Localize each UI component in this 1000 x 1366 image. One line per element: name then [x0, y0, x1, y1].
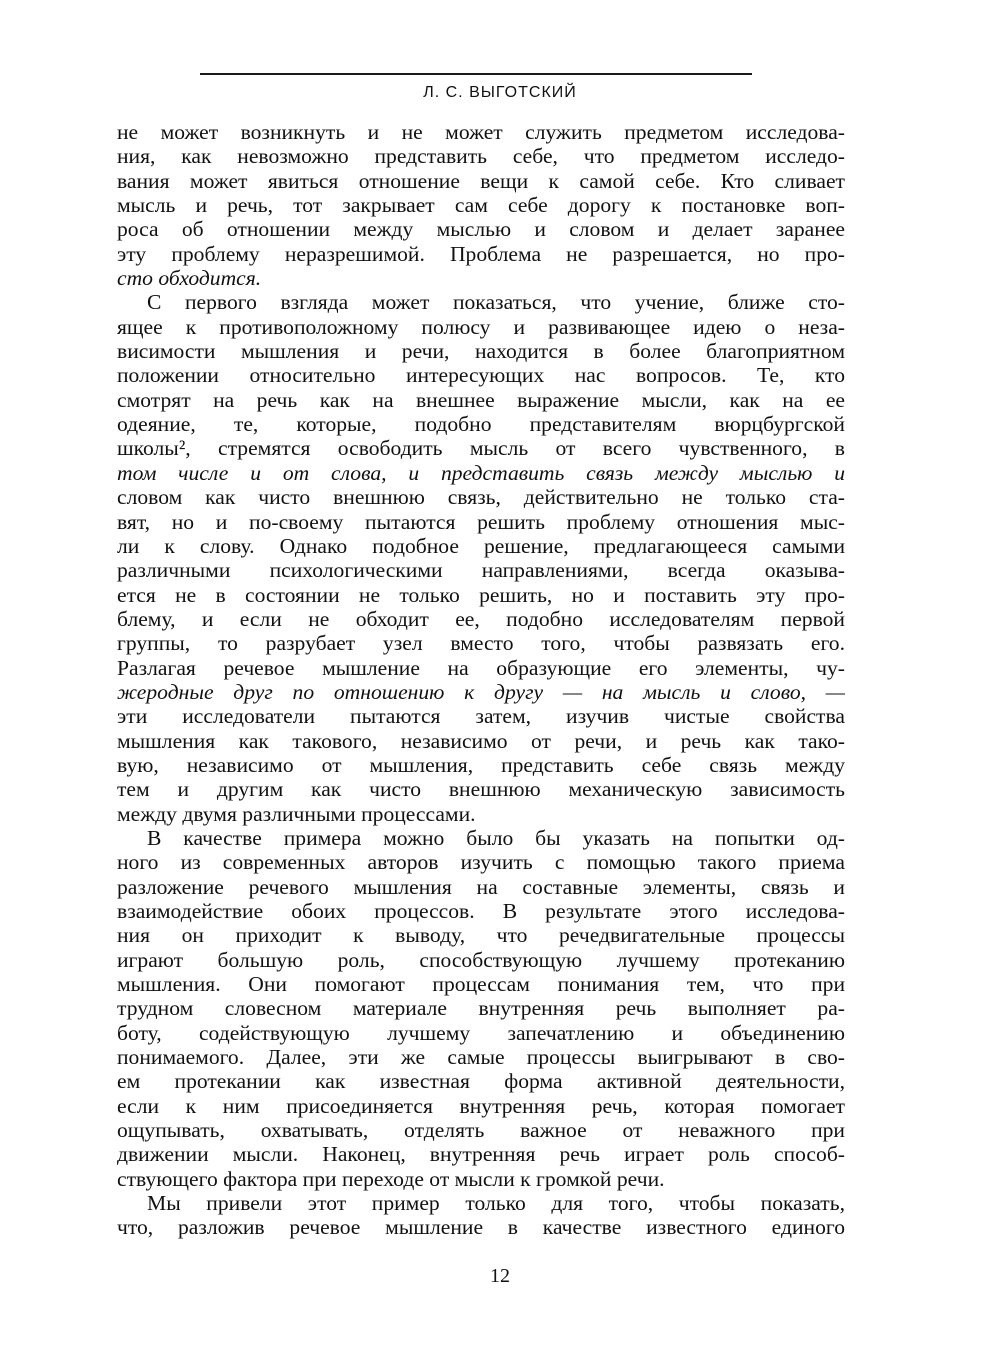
text-line: том числе и от слова, и представить связь между мыслью и	[117, 460, 845, 485]
text-line: ется не в состоянии не только решить, но и поставить эту про-	[117, 582, 845, 607]
paragraph-3	[117, 826, 845, 1191]
text-line: трудном словесном материале внутренняя речь выполняет ра-	[117, 996, 845, 1021]
text-line: ощупывать, охватывать, отделять важное от неважного при	[117, 1118, 845, 1143]
text-line: группы, то разрубает узел вместо того, чтобы развязать его.	[117, 631, 845, 656]
text-line: одеяние, те, которые, подобно представителям вюрцбургской	[117, 412, 845, 437]
paragraph-4	[117, 1191, 845, 1240]
running-head: Л. С. ВЫГОТСКИЙ	[423, 84, 577, 101]
text-line: ного из современных авторов изучить с помощью такого приема	[117, 850, 845, 875]
text-line: движении мысли. Наконец, внутренняя речь играет роль способ-	[117, 1142, 845, 1167]
text-line: разложение речевого мышления на составные элементы, связь и	[117, 874, 845, 899]
paragraph-1	[117, 120, 845, 290]
text-line: взаимодействие обоих процессов. В результате этого исследова-	[117, 899, 845, 923]
text-line: ния, как невозможно представить себе, что предметом исследо-	[117, 144, 845, 169]
text-line: понимаемого. Далее, эти же самые процессы выигрывают в сво-	[117, 1045, 845, 1070]
text-line: ствующего фактора при переходе от мысли к громкой речи.	[117, 1166, 665, 1191]
text-line: ния он приходит к выводу, что речедвигательные процессы	[117, 923, 845, 948]
text-line: С первого взгляда может показаться, что учение, ближе сто-	[147, 290, 845, 315]
text-line: мысль и речь, тот закрывает сам себе дорогу к постановке воп-	[117, 193, 845, 218]
text-line: вания может явиться отношение вещи к самой себе. Кто сливает	[117, 168, 845, 193]
text-line: висимости мышления и речи, находится в более благоприятном	[117, 339, 845, 364]
text-line: вую, независимо от мышления, представить себе связь между	[117, 752, 845, 777]
text-line: положении относительно интересующих нас вопросов. Те, кто	[117, 363, 845, 388]
text-line: если к ним присоединяется внутренняя речь, которая помогает	[117, 1093, 845, 1118]
text-line: эти исследователи пытаются затем, изучив чистые свойства	[117, 704, 845, 729]
text-line: блему, и если не обходит ее, подобно исследователям первой	[117, 606, 845, 631]
text-line: мышления как такового, независимо от речи, и речь как тако-	[117, 728, 845, 753]
text-line: В качестве примера можно было бы указать на попытки од-	[147, 825, 845, 850]
text-line: различными психологическими направлениями, всегда оказыва-	[117, 558, 845, 583]
text-line: не может возникнуть и не может служить предметом исследова-	[117, 120, 845, 144]
text-line: играют большую роль, способствующую лучшему протеканию	[117, 947, 845, 972]
text-line: ли к слову. Однако подобное решение, предлагающееся самыми	[117, 533, 845, 558]
body-text	[117, 120, 845, 1240]
paragraph-2	[117, 290, 845, 826]
text-line: жеродные друг по отношению к другу — на мысль и слово, —	[117, 679, 845, 704]
text-line: мышления. Они помогают процессам понимания тем, что при	[117, 972, 845, 997]
page-number: 12	[490, 1265, 510, 1287]
text-line: роса об отношении между мыслью и словом и делает заранее	[117, 217, 845, 242]
text-line: ем протекании как известная форма активной деятельности,	[117, 1069, 845, 1094]
text-line: словом как чисто внешнюю связь, действительно не только ста-	[117, 485, 845, 510]
text-line: Разлагая речевое мышление на образующие его элементы, чу-	[117, 655, 845, 680]
header-rule	[200, 73, 752, 75]
text-line: боту, содействующую лучшему запечатлению и объединению	[117, 1020, 845, 1045]
text-line: смотрят на речь как на внешнее выражение мысли, как на ее	[117, 387, 845, 412]
text-line: Мы привели этот пример только для того, чтобы показать,	[147, 1191, 845, 1216]
text-line: ящее к противоположному полюсу и развивающее идею о неза-	[117, 314, 845, 339]
text-line: эту проблему неразрешимой. Проблема не разрешается, но про-	[117, 241, 845, 266]
text-line: сто обходится.	[117, 266, 262, 291]
text-line: между двумя различными процессами.	[117, 801, 476, 826]
text-line: вят, но и по-своему пытаются решить проблему отношения мыс-	[117, 509, 845, 534]
text-line: тем и другим как чисто внешнюю механическую зависимость	[117, 777, 845, 802]
text-line: что, разложив речевое мышление в качестве известного единого	[117, 1215, 845, 1240]
text-line: школы², стремятся освободить мысль от всего чувственного, в	[117, 436, 845, 461]
